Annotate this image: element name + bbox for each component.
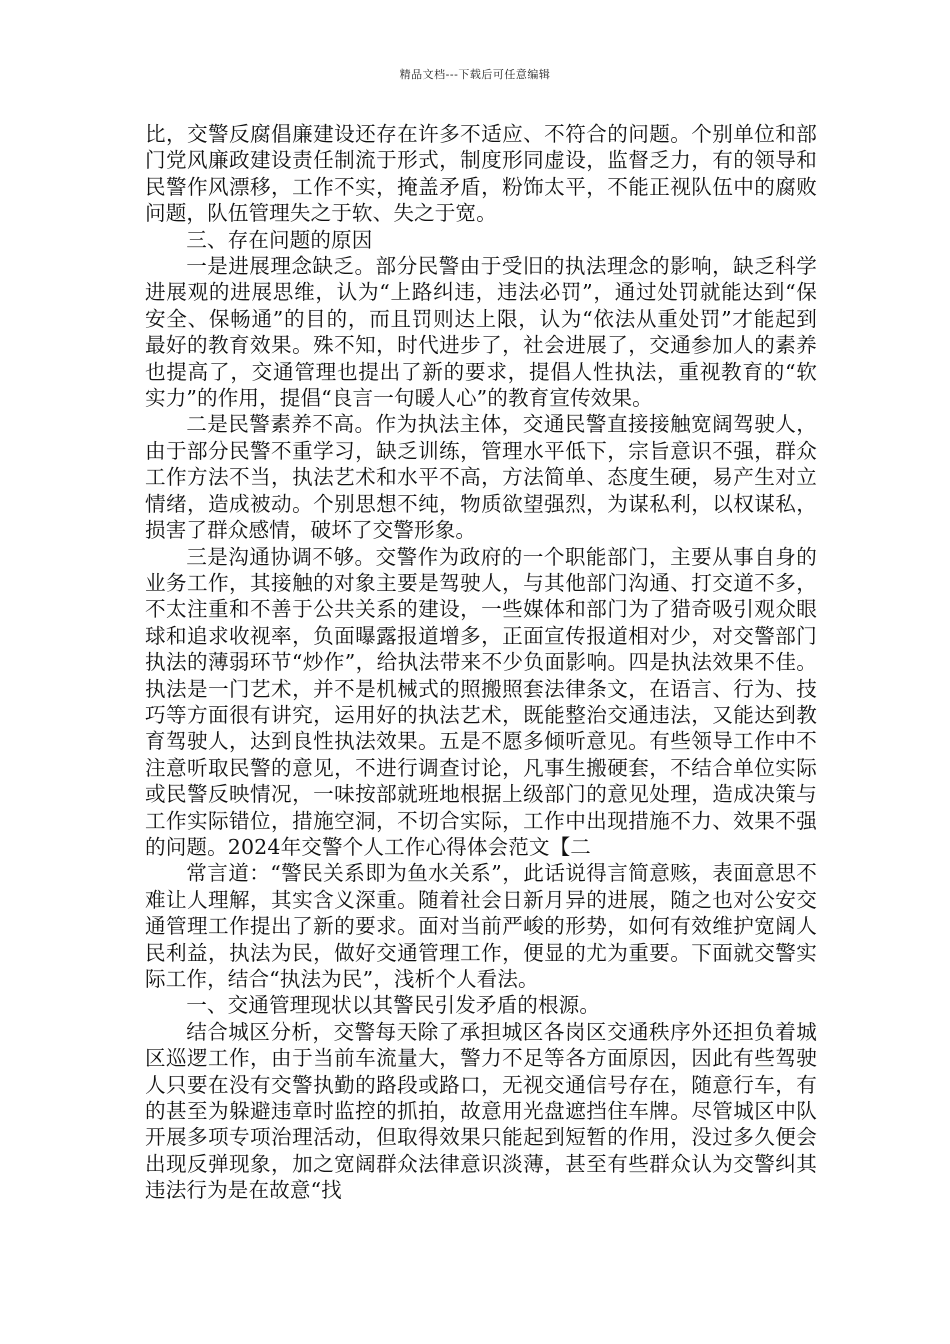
page-header: 精品文档---下载后可任意编辑 xyxy=(399,68,551,81)
paragraph: 比，交警反腐倡廉建设还存在许多不适应、不符合的问题。个别单位和部门党风廉政建设责任制流于形式，制度形同虚设，监督乏力，有的领导和民警作风漂移，工作不实，掩盖矛盾，粉饰太平，不能正视队伍中的腐败问题，队伍管理失之于软、失之于宽。 xyxy=(145,122,817,226)
document-body xyxy=(145,121,817,1204)
section-heading: 一、交通管理现状以其警民引发矛盾的根源。 xyxy=(186,993,601,1018)
paragraph: 常言道：“警民关系即为鱼水关系”，此话说得言简意赅，表面意思不难让人理解，其实含义深重。随着社会日新月异的进展，随之也对公安交通管理工作提出了新的要求。面对当前严峻的形势，如何有效维护宽阔人民利益，执法为民，做好交通管理工作，便显的尤为重要。下面就交警实际工作，结合“执法为民”，浅析个人看法。 xyxy=(145,861,817,991)
paragraph: 二是民警素养不高。作为执法主体，交通民警直接接触宽阔驾驶人，由于部分民警不重学习，缺乏训练，管理水平低下，宗旨意识不强，群众工作方法不当，执法艺术和水平不高，方法简单、态度生硬，易产生对立情绪，造成被动。个别思想不纯，物质欲望强烈，为谋私利，以权谋私，损害了群众感情，破坏了交警形象。 xyxy=(145,412,817,543)
paragraph: 三是沟通协调不够。交警作为政府的一个职能部门，主要从事自身的业务工作，其接触的对象主要是驾驶人，与其他部门沟通、打交道不多，不太注重和不善于公共关系的建设，一些媒体和部门为了猎奇吸引观众眼球和追求收视率，负面曝露报道增多，正面宣传报道相对少，对交警部门执法的薄弱环节“炒作”，给执法带来不少负面影响。四是执法效果不佳。执法是一门艺术，并不是机械式的照搬照套法律条文，在语言、行为、技巧等方面很有讲究，运用好的执法艺术，既能整治交通违法，又能达到教育驾驶人，达到良性执法效果。五是不愿多倾听意见。有些领导工作中不注意听取民警的意见，不进行调查讨论，凡事生搬硬套，不结合单位实际或民警反映情况，一味按部就班地根据上级部门的意见处理，造成决策与工作实际错位，措施空洞，不切合实际，工作中出现措施不力、效果不强的问题。2024年交警个人工作心得体会范文【二 xyxy=(145,544,817,859)
section-heading: 三、存在问题的原因 xyxy=(186,227,373,252)
paragraph: 一是进展理念缺乏。部分民警由于受旧的执法理念的影响，缺乏科学进展观的进展思维，认为“上路纠违，违法必罚”，通过处罚就能达到“保安全、保畅通”的目的，而且罚则达上限，认为“依法从重处罚”才能起到最好的教育效果。殊不知，时代进步了，社会进展了，交通参加人的素养也提高了，交通管理也提出了新的要求，提倡人性执法，重视教育的“软实力”的作用，提倡“良言一句暖人心”的教育宣传效果。 xyxy=(145,254,817,411)
paragraph: 结合城区分析，交警每天除了承担城区各岗区交通秩序外还担负着城区巡逻工作，由于当前车流量大，警力不足等各方面原因，因此有些驾驶人只要在没有交警执勤的路段或路口，无视交通信号存在，随意行车，有的甚至为躲避违章时监控的抓拍，故意用光盘遮挡住车牌。尽管城区中队开展多项专项治理活动，但取得效果只能起到短暂的作用，没过多久便会出现反弹现象，加之宽阔群众法律意识淡薄，甚至有些群众认为交警纠其违法行为是在故意“找 xyxy=(145,1019,817,1203)
